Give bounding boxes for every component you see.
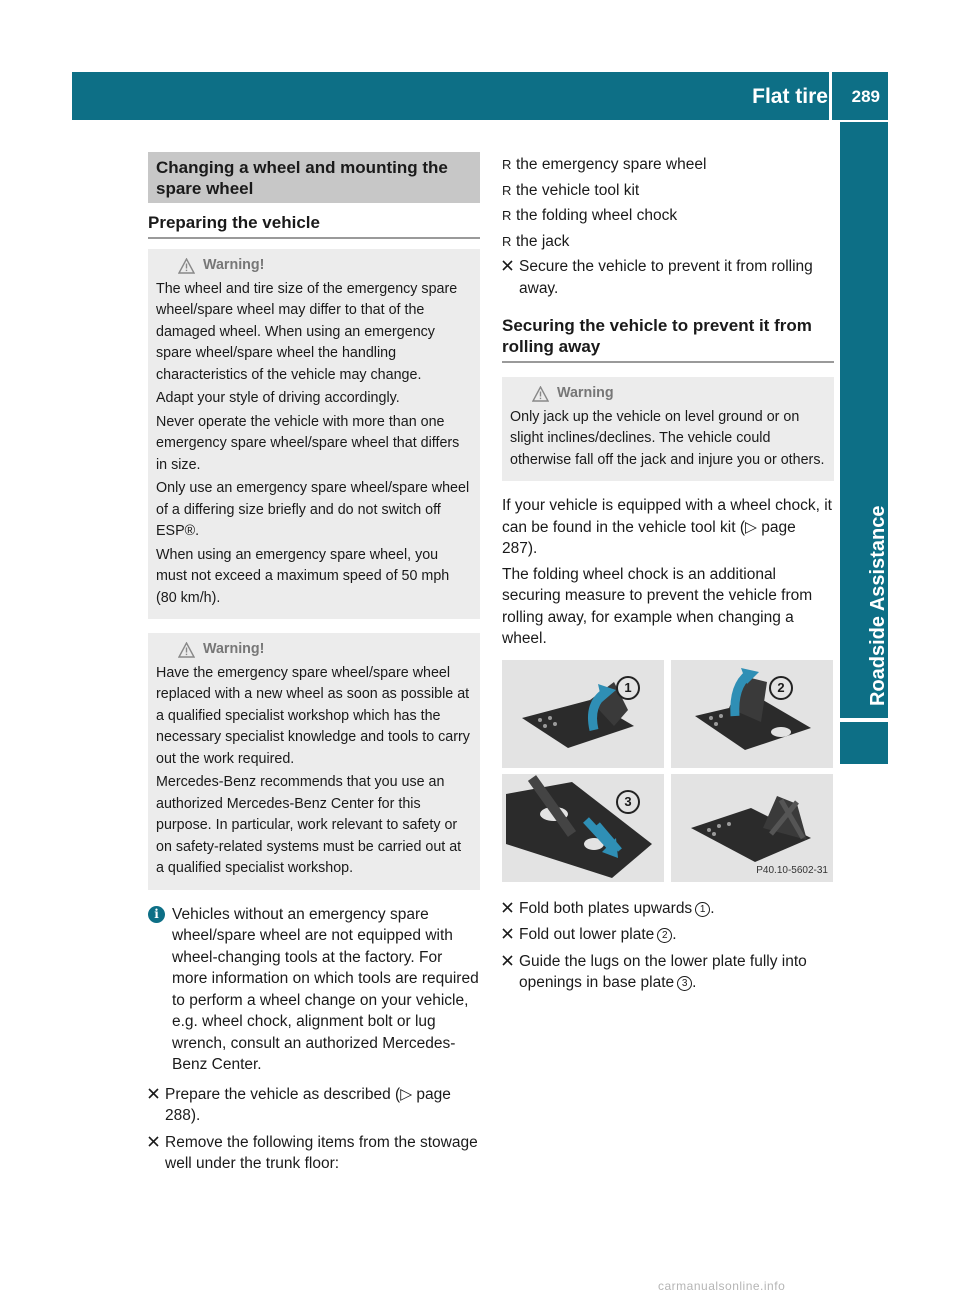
warning-title-text: Warning (557, 385, 614, 401)
warning-paragraph: Have the emergency spare wheel/spare wheel replaced with a new wheel as soon as possible at a qualified specialist workshop which has the necessary specialist knowledge and tools to carry out the work required. (156, 664, 470, 767)
step-text: Prepare the vehicle as described (▷ page 288). (165, 1085, 451, 1124)
step-text: Guide the lugs on the lower plate fully into openings in base plate 3 . (519, 952, 807, 991)
warning-paragraph: Mercedes-Benz recommends that you use an authorized Mercedes-Benz Center for this purpose. In particular, work relevant to safety or on safety-related systems must be carried out at a qualified specialist workshop. (156, 774, 462, 876)
bullet-r-icon: R (502, 208, 512, 223)
list-item (502, 231, 834, 253)
list-item-text: the emergency spare wheel (516, 156, 707, 173)
step-text: Fold out lower plate 2 . (519, 926, 677, 943)
section-title: Changing a wheel and mounting the spare wheel (148, 152, 480, 203)
figure-marker-2: 2 (769, 676, 793, 700)
step-x-icon (502, 898, 519, 920)
footer-watermark: carmanualsonline.info (658, 1279, 786, 1293)
list-item-text: the folding wheel chock (516, 207, 678, 224)
list-item (502, 154, 834, 176)
warning-paragraph: Only jack up the vehicle on level ground or on slight inclines/declines. The vehicle could otherwise fall off the jack and injure you or others. (510, 408, 825, 468)
warning-title (156, 639, 473, 661)
list-item (502, 180, 834, 202)
subheading-preparing: Preparing the vehicle (148, 212, 480, 239)
step-x-icon (148, 1132, 165, 1175)
bullet-r-icon: R (502, 233, 512, 249)
page-title: Flat tire (752, 85, 828, 108)
subheading-securing: Securing the vehicle to prevent it from rolling away (502, 315, 834, 363)
step-text: Remove the following items from the stowage well under the trunk floor: (165, 1133, 478, 1172)
header-separator (829, 72, 832, 120)
warning-paragraph: Only use an emergency spare wheel/spare wheel of a differing size briefly and do not switch off ESP®. (156, 480, 470, 539)
header-bar (72, 72, 888, 120)
step-ref-2: 2 (657, 928, 672, 943)
step-ref-1: 1 (695, 902, 710, 917)
left-column (148, 152, 480, 1180)
info-icon: i (148, 906, 165, 923)
warning-triangle-icon (532, 386, 549, 402)
warning-triangle-icon (178, 258, 195, 274)
wheel-chock-figure (502, 660, 834, 882)
info-note (148, 904, 480, 1076)
warning-paragraph: Adapt your style of driving accordingly. (156, 390, 400, 406)
warning-box (502, 377, 834, 481)
warning-title-text: Warning! (203, 257, 265, 273)
step-x-icon (502, 256, 519, 299)
info-text: Vehicles without an emergency spare wheel/spare wheel are not equipped with wheel-changing tools at the factory. For more information on which tools are required to perform a wheel change on your vehicle, e.g. wheel chock, alignment bolt or lug wrench, consult an authorized Mercedes-Benz Center. (172, 905, 479, 1073)
bullet-r-icon: R (502, 182, 512, 198)
step-item (502, 951, 834, 994)
paragraph: If your vehicle is equipped with a wheel chock, it can be found in the vehicle tool kit (▷ page 287). (502, 497, 832, 557)
step-x-icon (148, 1084, 165, 1127)
step-item (502, 256, 834, 299)
warning-paragraph: Never operate the vehicle with more than one emergency spare wheel/spare wheel that differs in size. (156, 413, 460, 473)
step-x-icon (502, 951, 519, 994)
list-item (502, 205, 834, 227)
figure-marker-3: 3 (616, 790, 640, 814)
side-tab-label: Roadside Assistance (867, 505, 889, 706)
page-number: 289 (851, 87, 880, 106)
warning-box (148, 633, 480, 890)
figure-marker-1: 1 (616, 676, 640, 700)
warning-paragraph: The wheel and tire size of the emergency spare wheel/spare wheel may differ to that of the damaged wheel. When using an emergency spare wheel/spare wheel the handling characteristics of the vehicle may change. (156, 280, 458, 383)
figure-panel-3 (502, 774, 664, 882)
warning-box (148, 249, 480, 619)
warning-title (510, 383, 827, 405)
step-item (502, 924, 834, 946)
step-item (148, 1084, 480, 1127)
side-tab-block (840, 722, 888, 764)
step-x-icon (502, 924, 519, 946)
step-item (148, 1132, 480, 1175)
warning-paragraph: When using an emergency spare wheel, you must not exceed a maximum speed of 50 mph (80 km/h). (156, 546, 450, 606)
right-column (502, 154, 834, 999)
paragraph: The folding wheel chock is an additional securing measure to prevent the vehicle from rolling away, for example when changing a wheel. (502, 565, 813, 647)
warning-title (156, 255, 473, 277)
step-ref-3: 3 (677, 976, 692, 991)
list-item-text: the jack (516, 232, 570, 250)
bullet-r-icon: R (502, 157, 512, 172)
figure-panel-2 (671, 660, 833, 768)
figure-panel-1 (502, 660, 664, 768)
figure-panel-4 (671, 774, 833, 882)
step-text: Secure the vehicle to prevent it from rolling away. (519, 258, 813, 297)
step-text: Fold both plates upwards 1 . (519, 899, 715, 917)
list-item-text: the vehicle tool kit (516, 181, 640, 199)
step-item (502, 898, 834, 920)
warning-triangle-icon (178, 642, 195, 658)
warning-title-text: Warning! (203, 641, 265, 657)
figure-code: P40.10-5602-31 (756, 864, 828, 876)
